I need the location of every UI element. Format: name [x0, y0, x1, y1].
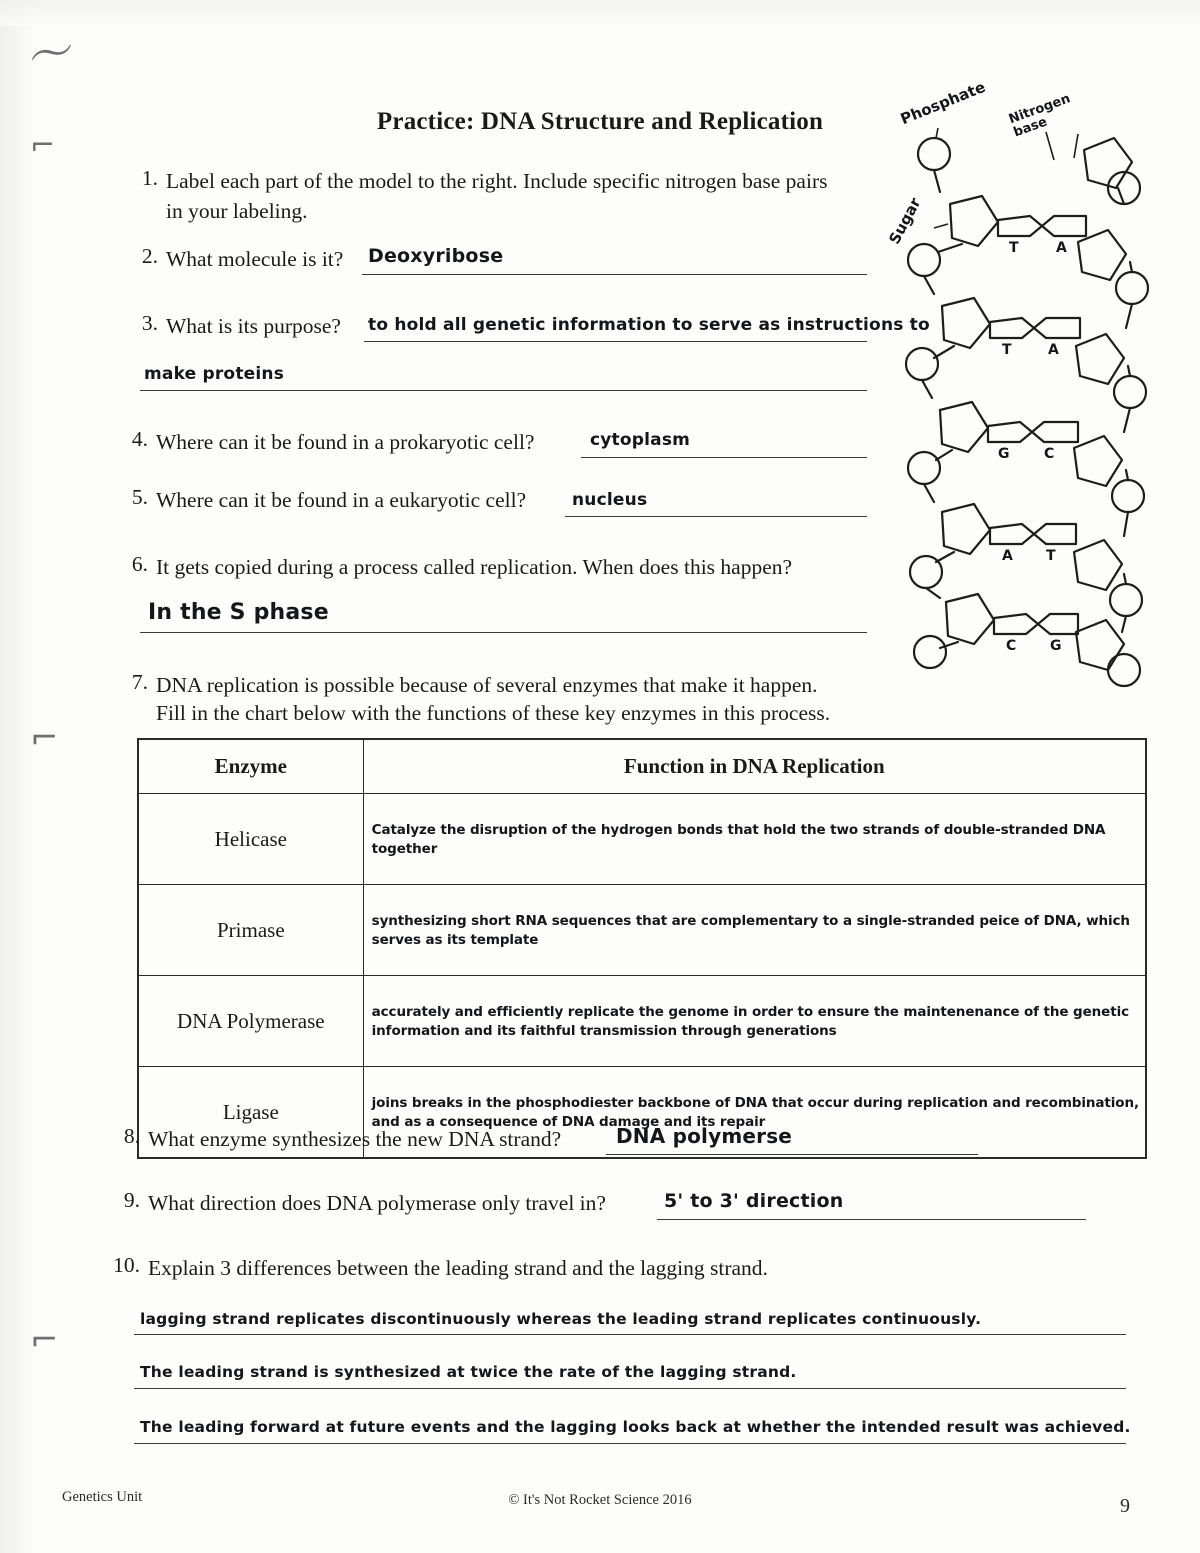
table-row	[138, 794, 1146, 885]
answer-10-line1: lagging strand replicates discontinuously whereas the leading strand replicates continuously.	[140, 1310, 982, 1328]
function-line-1: joins breaks in the phosphodiester backbone of DNA that occur during replication and recombination,	[371, 1094, 1139, 1111]
enzyme-name: DNA Polymerase	[138, 976, 363, 1067]
answer-rule-10b	[134, 1388, 1126, 1389]
base-pair-5-right: G	[1050, 638, 1062, 654]
answer-4: cytoplasm	[590, 430, 691, 450]
base-pair-5-left: C	[1006, 638, 1017, 654]
question-6-text: It gets copied during a process called replication. When does this happen?	[156, 555, 793, 579]
answer-rule-4	[581, 457, 867, 458]
base-pair-4-right: T	[1046, 548, 1056, 564]
header-function: Function in DNA Replication	[363, 739, 1146, 794]
question-5-text: Where can it be found in a eukaryotic cell?	[156, 488, 527, 512]
base-pair-3-right: C	[1044, 446, 1055, 462]
answer-rule-9	[657, 1219, 1086, 1220]
question-10-text: Explain 3 differences between the leading strand and the lagging strand.	[148, 1256, 768, 1280]
footer-unit-label: Genetics Unit	[62, 1489, 143, 1505]
base-pair-3-left: G	[998, 446, 1010, 462]
question-5-number: 5.	[131, 485, 148, 509]
nitrogen-base-label: Nitrogen base	[1006, 91, 1073, 141]
question-10-number: 10.	[113, 1253, 140, 1277]
stray-mark: ⌐	[30, 128, 56, 163]
answer-2: Deoxyribose	[368, 245, 504, 267]
table-row	[138, 885, 1146, 976]
function-line-2: serves as its template	[371, 931, 539, 948]
answer-9: 5' to 3' direction	[664, 1190, 844, 1212]
question-4-text: Where can it be found in a prokaryotic cell?	[156, 430, 535, 454]
enzyme-function	[363, 794, 1146, 885]
stray-mark: ⌐	[30, 1320, 59, 1360]
question-7-number: 7.	[131, 670, 148, 694]
answer-5: nucleus	[572, 490, 648, 510]
answer-rule-8	[606, 1154, 978, 1155]
table-row	[138, 976, 1146, 1067]
question-8-number: 8.	[123, 1124, 140, 1148]
function-line-1: Catalyze the disruption of the hydrogen bonds that hold the two strands of double-stranded DNA	[371, 821, 1106, 838]
question-1-text-line2: in your labeling.	[166, 199, 308, 223]
question-9-text: What direction does DNA polymerase only travel in?	[148, 1191, 606, 1215]
answer-rule-3a	[364, 341, 867, 342]
answer-rule-2	[362, 274, 867, 275]
question-1-text: Label each part of the model to the right. Include specific nitrogen base pairs	[166, 169, 828, 193]
answer-10-line3: The leading forward at future events and the lagging looks back at whether the intended result was achieved.	[140, 1418, 1131, 1436]
sugar-label: Sugar	[885, 194, 925, 248]
function-line-2: and as a consequence of DNA damage and its repair	[371, 1113, 766, 1130]
answer-rule-3b	[140, 390, 867, 391]
header-enzyme: Enzyme	[138, 739, 363, 794]
question-6-number: 6.	[131, 552, 148, 576]
table-header-row	[138, 739, 1146, 794]
page-title: Practice: DNA Structure and Replication	[376, 108, 824, 135]
answer-10-line2: The leading strand is synthesized at twice the rate of the lagging strand.	[140, 1363, 797, 1381]
question-9-number: 9.	[123, 1188, 140, 1212]
dna-model-svg	[878, 92, 1178, 692]
answer-3-line1: to hold all genetic information to serve as instructions to	[368, 315, 930, 335]
answer-8: DNA polymerse	[616, 1124, 793, 1148]
stray-mark: ⌐	[30, 718, 59, 758]
function-line-2: together	[371, 840, 438, 857]
enzyme-name: Helicase	[138, 794, 363, 885]
question-7-text: DNA replication is possible because of several enzymes that make it happen.	[156, 673, 818, 697]
answer-rule-5	[565, 516, 867, 517]
footer-page-number: 9	[1120, 1495, 1130, 1517]
function-line-1: synthesizing short RNA sequences that are complementary to a single-stranded peice of DNA, which	[371, 912, 1130, 929]
answer-rule-10a	[134, 1334, 1126, 1335]
enzyme-function-table	[137, 738, 1147, 1159]
answer-6: In the S phase	[148, 600, 329, 625]
base-pair-2-left: T	[1002, 342, 1012, 358]
question-1-number: 1.	[141, 166, 158, 190]
base-pair-4-left: A	[1002, 548, 1013, 564]
base-pair-2-right: A	[1048, 342, 1059, 358]
question-3-text: What is its purpose?	[166, 314, 341, 338]
question-4-number: 4.	[131, 427, 148, 451]
enzyme-name: Primase	[138, 885, 363, 976]
function-line-2: information and its faithful transmission through generations	[371, 1022, 837, 1039]
question-7-text-line2: Fill in the chart below with the functions of these key enzymes in this process.	[156, 701, 831, 725]
scan-edge-top	[0, 0, 1200, 26]
answer-rule-6	[140, 632, 867, 633]
enzyme-name: Ligase	[138, 1067, 363, 1159]
question-8-text: What enzyme synthesizes the new DNA strand?	[148, 1127, 562, 1151]
enzyme-function	[363, 885, 1146, 976]
enzyme-function	[363, 976, 1146, 1067]
base-pair-1-right: A	[1056, 240, 1067, 256]
answer-3-line2: make proteins	[144, 364, 285, 384]
answer-rule-10c	[134, 1443, 1126, 1444]
question-2-text: What molecule is it?	[166, 247, 344, 271]
question-3-number: 3.	[141, 311, 158, 335]
stray-mark: 〜	[22, 21, 81, 86]
base-pair-1-left: T	[1009, 240, 1019, 256]
function-line-1: accurately and efficiently replicate the genome in order to ensure the maintenenance of the genetic	[371, 1003, 1130, 1020]
phosphate-label: Phosphate	[897, 77, 988, 129]
footer-copyright: © It's Not Rocket Science 2016	[508, 1492, 692, 1508]
question-2-number: 2.	[141, 244, 158, 268]
dna-model-diagram	[878, 77, 1178, 692]
